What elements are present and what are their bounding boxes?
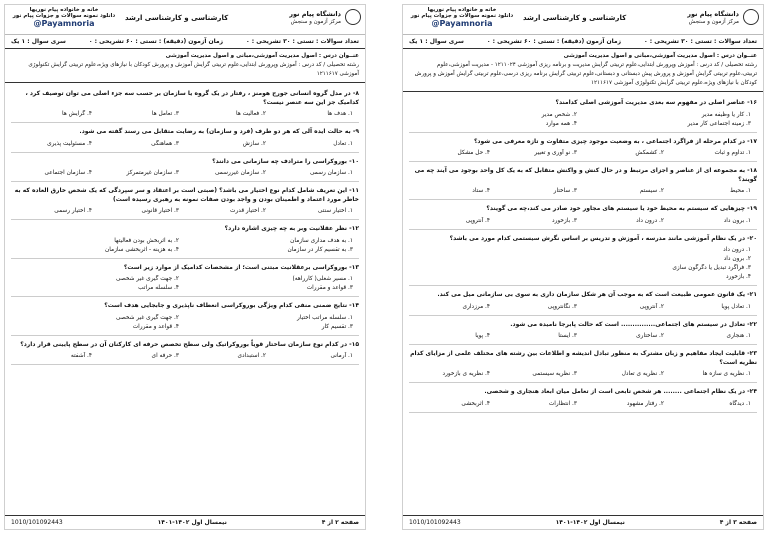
question-item [11,187,359,220]
university-logo-icon [743,9,759,25]
watermark-block [407,7,517,28]
question-text: ۱۱- این تعریف شامل کدام نوع اختیار می باشد؟ (صبتی است بر اعتقاد و سر سپردگی که یک شخص خارق العاده که به خاطر مورد اعتماد و اطمینان بودن و واجد بودن صفات نمونه به رهبری رسیده است) [14,187,359,203]
answer-option: ۱. دیدگاه [729,400,751,407]
answer-option: ۱. تعادل پویا [721,303,751,310]
answer-option: ۴. بازخورد [726,274,751,280]
answer-option: ۳. انتظارات [548,400,577,407]
question-item [409,205,757,230]
question-text: ۸- در مدل گروه انسانی جورج هومنز ، رفتار در یک گروه یا سازمان بر حسب سه جزء اصلی می توان توصیف کرد ، کدامیک جز این سه عنصر نیست؟ [25,90,359,106]
question-divider [409,412,757,413]
answer-options [11,275,359,293]
answer-option: ۱. تعادل [333,140,353,147]
question-text: ۱۵- در کدام نوع سازمان ساختار قویاً بوروکراتیک ولی سطح تخصص حرفه ای کارکنان آن در سطح پایینی قرار دارد؟ [20,340,359,348]
question-item [409,138,757,163]
page-header [5,5,365,35]
answer-option: ۴. سازمان اجتماعی [44,170,92,176]
answer-options [11,314,359,332]
answer-option: ۱. نظریه ی سازه ها [702,371,751,377]
question-number: ۱۱ [351,187,359,194]
question-number: ۲۳ [749,350,757,357]
answer-option: ۳. فراگرد تبدیل یا دگرگون سازی [672,265,751,271]
answer-option: ۱. هنجاری [726,333,751,339]
answer-option: ۳. اختیار قانونی [141,208,179,214]
answer-option: ۴. مرزداری [462,303,490,310]
question-body: چیزهایی که سیستم به محیط خود یا سیستم های مجاور خود صادر می کند،چه می گویند؟ [486,205,746,212]
answer-option: ۴. اثربخشی [461,400,490,407]
answer-option: ۱. به هدف مداری سازمان [290,237,353,244]
course-title: عنــوان درس : اصول مدیریت آموزشی،مبانی و اصول مدیریت آموزشی [563,53,757,59]
question-text: ۱۷- در کدام مرحله از فراگرد اجتماعی ، به وضعیت موجود چیزی متفاوت و تازه معرفی می شود؟ [473,137,757,145]
question-item [409,350,757,383]
answer-option: ۲. ساختاری [636,333,664,339]
answer-option: ۱. سلسله مراتب اختیار [297,314,353,321]
exam-page-right [402,4,764,530]
question-series: سری سوال : ۱ یک [11,38,66,45]
question-number: ۲۲ [749,320,757,328]
exam-code: 1010/101092443 [11,519,63,526]
question-divider [409,315,757,316]
answer-option: ۴. قواعد و مقررات [132,323,179,330]
page-number: صفحه ۳ از ۴ [719,519,757,526]
question-item [11,341,359,366]
answer-option: ۴. سلسله مراتب [138,285,179,291]
answer-option: ۴. ستاد [472,188,490,194]
question-text: ۱۳- بوروکراسی برعقلانیت مبتنی است؛ از مشخصات کدامیک از موارد زیر است؟ [123,263,359,271]
answer-options [11,169,359,178]
university-logo-icon [345,9,361,25]
answer-option: ۲. اختیار قدرت [230,208,266,214]
question-body: در مدل گروه انسانی جورج هومنز ، رفتار در یک گروه یا سازمان بر حسب سه جزء اصلی می توان توصیف کرد ، کدامیک جز این سه عنصر نیست؟ [25,90,359,106]
question-divider [409,199,757,200]
question-item [409,388,757,413]
question-item [409,291,757,316]
answer-option: ۳. ایستا [558,333,577,339]
question-body: در کدام نوع سازمان ساختار قویاً بوروکراتیک ولی سطح تخصص حرفه ای کارکنان آن در سطح پایینی قرار دارد؟ [20,340,348,348]
question-item [11,264,359,298]
answer-option: ۱. هدف ها [327,111,353,117]
question-count: تعداد سوالات : تستی : ۳۰ تشریحی : ۰ [246,38,359,45]
answer-option: ۱. کار یا وظیفه مدیر [701,111,751,118]
answer-option: ۴. پویا [475,333,490,339]
question-count: تعداد سوالات : تستی : ۳۰ تشریحی : ۰ [644,38,757,45]
answer-option: ۲. استبدادی [237,353,266,359]
answer-option: ۳. زمینه اجتماعی کار مدیر [687,120,751,127]
answer-option: ۳. سازمان غیرمتمرکز [126,170,179,176]
answer-option: ۲. فعالیت ها [235,111,266,117]
answer-options [409,400,757,409]
question-item [11,128,359,153]
watermark-block [9,7,119,28]
answer-option: ۳. تقسیم کار [321,323,353,330]
answer-option: ۳. حرفه ای [151,353,179,359]
question-number: ۱۷ [749,137,757,145]
university-name: دانشگاه پیام نور [687,10,739,18]
exam-type: کارشناسی و کارشناسی ارشد [125,14,229,22]
question-text: ۱۲- نظر عقلانیت وبر به چه چیزی اشاره دارد؟ [224,225,359,232]
question-item [11,225,359,259]
answer-option: ۴. مسئولیت پذیری [47,140,92,147]
answer-option: ۱. تداوم و ثبات [714,150,751,156]
question-number: ۱۳ [351,263,359,271]
question-number: ۱۴ [351,302,359,309]
answer-option: ۴. اختیار رسمی [54,208,92,214]
answer-option: ۲. سازمان غیررسمی [214,170,266,176]
answer-option: ۴. نظریه ی بازخورد [442,371,490,377]
answer-options [409,303,757,312]
answer-option: ۱. محیط [730,188,751,194]
question-item [11,90,359,123]
answer-option: ۴. آشفته [70,353,92,359]
answer-options [11,237,359,255]
answer-option: ۲. به اثربخش بودن فعالیتها [114,237,179,244]
answer-option: ۳. به تقسیم کار در سازمان [287,246,353,253]
question-number: ۱۲ [351,225,359,232]
question-body: در کدام مرحله از فراگرد اجتماعی ، به وضعیت موجود چیزی متفاوت و تازه معرفی می شود؟ [473,137,746,145]
question-item [409,167,757,200]
answer-option: ۲. نظریه ی تعادل [621,371,664,377]
question-divider [409,344,757,345]
question-list [5,83,365,367]
answer-option: ۳. قواعد و مقررات [306,285,353,291]
answer-options [11,352,359,361]
answer-option: ۲. رفتار مشهود [626,400,664,407]
watermark-line2: دانلود نمونه سوالات و جزوات پیام نور [12,13,116,19]
answer-options [409,370,757,379]
question-body: بوروکراسی را مترادف چه سازمانی می دانند؟ [212,157,348,165]
exam-type: کارشناسی و کارشناسی ارشد [523,14,627,22]
answer-option: ۳. هماهنگی [151,140,179,147]
answer-option: ۳. نگانتروپی [547,303,577,310]
exam-meta [403,35,763,49]
watermark-line1: خانه و خانواده پیام نوریها [427,7,497,13]
answer-options [11,110,359,119]
question-divider [11,335,359,336]
question-divider [409,161,757,162]
question-text: ۱۹- چیزهایی که سیستم به محیط خود یا سیستم های مجاور خود صادر می کند،چه می گویند؟ [486,205,757,212]
answer-option: ۴. آنتروپی [465,217,490,224]
question-text: ۱۶- عناصر اصلی در مفهوم سه بعدی مدیریت آموزشی اصلی کدامند؟ [555,99,757,106]
question-body: تعادل در سیستم های اجتماعی............... است که حالت پابرجا نامیده می شود. [510,320,746,328]
question-body: بوروکراسی برعقلانیت مبتنی است؛ از مشخصات کدامیک از موارد زیر است؟ [123,263,348,271]
question-divider [11,122,359,123]
question-divider [409,382,757,383]
course-info [403,49,763,92]
question-number: ۱۹ [749,205,757,212]
watermark-line2: دانلود نمونه سوالات و جزوات پیام نور [410,13,514,19]
answer-option: ۲. سازش [242,140,266,147]
answer-option: ۲. برون داد [723,256,751,262]
answer-option: ۳. نو آوری و تغییر [534,150,577,156]
question-divider [409,229,757,230]
watermark-line1: خانه و خانواده پیام نوریها [29,7,99,13]
university-subtitle: مرکز آزمون و سنجش [290,19,341,25]
answer-option: ۴. حل مشکل [457,150,490,156]
answer-option: ۲. آنتروپی [639,303,664,310]
answer-option: ۱. سازمان رسمی [309,170,353,176]
page-footer [5,515,365,529]
question-text: ۱۸- به مجموعه ای از عناصر و اجزای مرتبط و در حال کنش و واکنش متقابل که به یک کل واحد بوجود می آیند چه می گویند؟ [414,167,757,183]
exam-time: زمان آزمون (دقیقه) : تستی : ۶۰ تشریحی : ۰ [88,38,224,45]
question-divider [11,219,359,220]
question-item [409,235,757,287]
answer-option: ۱. درون داد [723,247,751,253]
question-divider [409,285,757,286]
watermark-handle: @Payamnoria [33,19,95,28]
term-label: نیمسال اول ۱۴۰۲-۱۴۰۱ [555,519,625,526]
answer-option: ۱. آرمانی [330,353,353,359]
exam-page-left [4,4,366,530]
answer-option: ۱. اختیار سنتی [317,208,353,214]
university-name: دانشگاه پیام نور [289,10,341,18]
answer-options [409,332,757,341]
answer-option: ۱. مسیر شغلی( کارراهه) [292,276,353,282]
question-number: ۲۰ [749,234,757,242]
question-item [11,302,359,336]
university-subtitle: مرکز آزمون و سنجش [688,19,739,25]
question-text: ۹- به حالت ایده آلی که هر دو طرف (فرد و سازمان) به رضایت متقابل می رسند گفته می شود. [79,128,359,135]
watermark-handle: @Payamnoria [431,19,493,28]
question-text: ۲۳- قابلیت ایجاد مفاهیم و زبان مشترک به منظور تبادل اندیشه و اطلاعات بین رشته های مختلف علمی از مزایای کدام نظریه است؟ [410,350,757,366]
question-text: ۱۴- نتایج ضمنی منفی کدام ویژگی بوروکراسی انعطاف ناپذیری و جابجایی هدف است؟ [104,302,359,309]
page-footer [403,515,763,529]
answer-options [409,187,757,196]
question-divider [11,258,359,259]
question-body: یک قانون عمومی طبیعت است که به موجب آن هر شکل سازمان داری به سوی بی سازمانی میل می کند. [437,291,746,298]
question-divider [11,364,359,365]
question-body: در یک نظام آموزشی مانند مدرسه ، آموزش و تدریس بر اساس نگرش سیستمی کدام مورد می باشد؟ [449,234,746,242]
answer-options [11,207,359,216]
exam-code: 1010/101092443 [409,519,461,526]
question-body: به مجموعه ای از عناصر و اجزای مرتبط و در حال کنش و واکنش متقابل که به یک کل واحد بوجود می آیند چه می گویند؟ [414,167,757,183]
question-text: ۲۱- یک قانون عمومی طبیعت است که به موجب آن هر شکل سازمان داری به سوی بی سازمانی میل می کند. [437,291,757,298]
answer-option: ۲. جهت گیری غیر شخصی [116,314,179,321]
question-number: ۱۸ [749,167,757,174]
question-divider [11,181,359,182]
answer-option: ۲. جهت گیری غیر شخصی [116,276,179,282]
course-title: عنــوان درس : اصول مدیریت آموزشی،مبانی و اصول مدیریت آموزشی [165,53,359,59]
page-number: صفحه ۲ از ۴ [321,519,359,526]
answer-options [409,246,757,282]
question-number: ۱۵ [351,340,359,348]
question-item [409,99,757,133]
question-text: ۲۲- تعادل در سیستم های اجتماعی............... است که حالت پابرجا نامیده می شود. [510,320,757,328]
question-number: ۸ [355,90,359,97]
answer-option: ۲. سیستم [639,188,664,194]
answer-option: ۳. بازخورد [552,217,577,224]
question-text: ۲۰- در یک نظام آموزشی مانند مدرسه ، آموزش و تدریس بر اساس نگرش سیستمی کدام مورد می باشد؟ [449,234,757,242]
answer-options [409,111,757,129]
answer-option: ۴. به هزینه - اثربخشی سازمان [104,246,179,253]
question-text: ۱۰- بوروکراسی را مترادف چه سازمانی می دانند؟ [212,157,359,165]
question-body: این تعریف شامل کدام نوع اختیار می باشد؟ (صبتی است بر اعتقاد و سر سپردگی که یک شخص خارق العاده که به خاطر مورد اعتماد و اطمینان بودن و واجد بودن صفات نمونه به رهبری رسیده است) [14,187,359,203]
question-item [11,158,359,183]
question-body: قابلیت ایجاد مفاهیم و زبان مشترک به منظور تبادل اندیشه و اطلاعات بین رشته های مختلف علمی از مزایای کدام نظریه است؟ [410,350,757,366]
question-number: ۲۴ [749,388,757,395]
question-series: سری سوال : ۱ یک [409,38,464,45]
answer-option: ۲. درون داد [636,217,664,224]
question-item [409,321,757,346]
exam-time: زمان آزمون (دقیقه) : تستی : ۶۰ تشریحی : ۰ [486,38,622,45]
answer-option: ۴. همه موارد [545,120,577,127]
answer-options [409,149,757,158]
question-body: نظر عقلانیت وبر به چه چیزی اشاره دارد؟ [224,225,348,232]
question-text: ۲۴- در یک نظام اجتماعی ........ هر شخص تابعی است از تعامل میان ابعاد هنجاری و شخصی. [484,388,757,395]
answer-options [11,140,359,149]
answer-option: ۳. نظریه سیستمی [532,371,577,377]
question-body: به حالت ایده آلی که هر دو طرف (فرد و سازمان) به رضایت متقابل می رسند گفته می شود. [79,128,351,135]
question-number: ۲۱ [749,291,757,298]
answer-options [409,217,757,226]
question-number: ۹ [355,128,359,135]
course-field: رشته تحصیلی / کد درس : آموزش وپرورش ابتدایی،علوم تربیتی گرایش آموزش و پرورش کودکان با نیازهای ویژه،علوم تربیتی گرایش تکنولوژی آموزشی ۱۲۱۱۶۱۷ [28,62,359,77]
question-divider [11,296,359,297]
question-number: ۱۶ [749,99,757,106]
question-number: ۱۰ [351,157,359,165]
answer-option: ۳. ساختار [553,188,577,194]
course-field: رشته تحصیلی / کد درس : آموزش وپرورش ابتدایی،علوم تربیتی گرایش مدیریت و برنامه ریزی آموزشی ۱۲۱۱۰۲۴ - مدیریت آموزشی،علوم تربیتی،علوم تربیتی گرایش آموزش و پرورش پیش دبستانی و دبستانی،علوم تربیتی گرایش برنامه ریزی درسی،علوم تربیتی گرایش آموزش و پرورش کودکان با نیازهای ویژه،علوم تربیتی گرایش تکنولوژی آموزشی ۱۲۱۱۶۱۷ [414,62,757,86]
answer-option: ۱. برون داد [723,217,751,224]
question-list [403,92,763,415]
answer-option: ۲. شخص مدیر [541,111,577,118]
exam-meta [5,35,365,49]
answer-option: ۲. کشمکش [635,150,664,156]
question-divider [409,132,757,133]
question-body: نتایج ضمنی منفی کدام ویژگی بوروکراسی انعطاف ناپذیری و جابجایی هدف است؟ [104,302,348,309]
term-label: نیمسال اول ۱۴۰۲-۱۴۰۱ [157,519,227,526]
question-divider [11,152,359,153]
answer-option: ۴. گرایش ها [61,111,92,117]
course-info [5,49,365,83]
answer-option: ۳. تعامل ها [151,111,179,117]
page-header [403,5,763,35]
question-body: در یک نظام اجتماعی ........ هر شخص تابعی است از تعامل میان ابعاد هنجاری و شخصی. [484,388,746,395]
question-body: عناصر اصلی در مفهوم سه بعدی مدیریت آموزشی اصلی کدامند؟ [555,99,746,106]
